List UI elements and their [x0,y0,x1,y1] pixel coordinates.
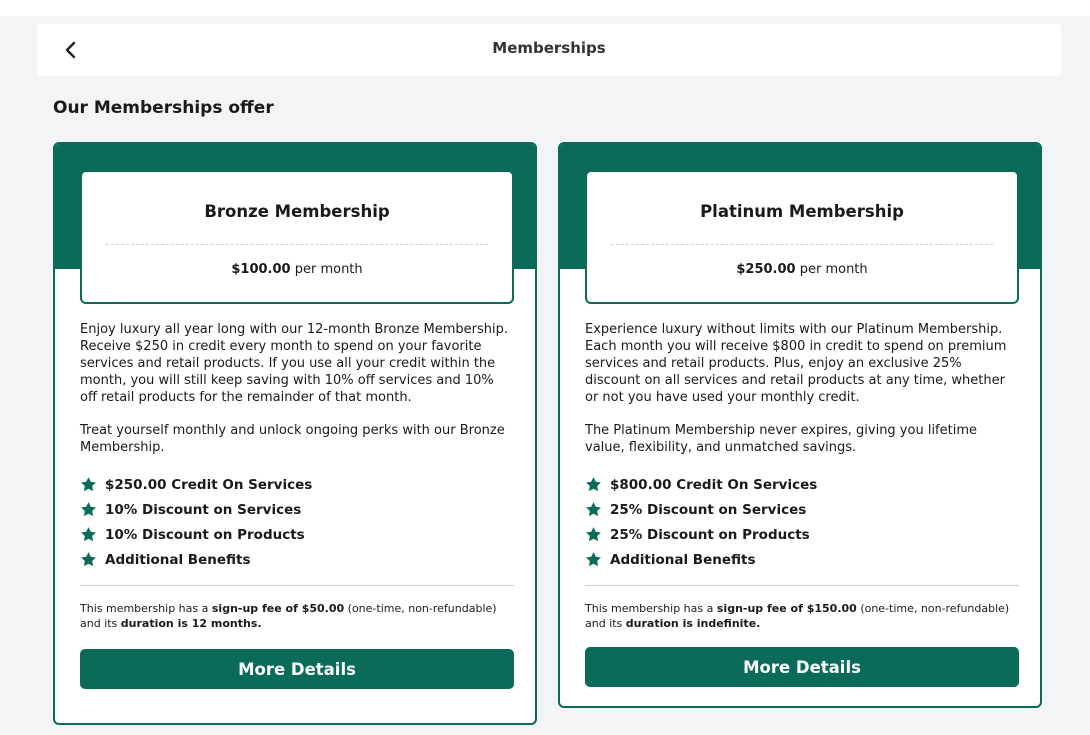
top-strip [0,0,1090,16]
duration-text: duration is indefinite. [625,617,761,630]
benefits-list [80,472,514,572]
plan-description: Experience luxury without limits with our Platinum Membership. Each month you will receive $800 in credit to spend on premium services and retail products. Plus, enjoy an exclusive 25% discount on all services and retail products at any time, whether or not you have used your monthly credit. [585,322,1007,405]
plan-name: Platinum Membership [700,202,904,221]
plan-description: The Platinum Membership never expires, giving you lifetime value, flexibility, and unmatched savings. [585,423,977,455]
divider [80,585,514,586]
benefit-label: 10% Discount on Products [105,526,305,543]
benefit-label: 10% Discount on Services [105,501,302,518]
benefit-item [80,547,514,572]
star-icon [80,501,97,518]
page-header [37,24,1061,76]
card-body [80,321,514,689]
benefit-item [80,497,514,522]
benefit-label: 25% Discount on Products [610,526,810,543]
fee-note [80,601,514,631]
price-period: per month [799,262,868,277]
fee-note [585,601,1019,631]
star-icon [585,501,602,518]
plan-description: Treat yourself monthly and unlock ongoing perks with our Bronze Membership. [80,423,505,455]
plan-price [587,262,1017,277]
divider [585,585,1019,586]
fee-amount: sign-up fee of $50.00 [211,602,345,615]
card-body [585,321,1019,687]
benefits-list [585,472,1019,572]
benefit-label: $250.00 Credit On Services [105,476,313,493]
price-amount: $100.00 [231,262,291,277]
fee-amount: sign-up fee of $150.00 [716,602,857,615]
benefit-item [80,522,514,547]
fee-text: (one-time, non-refundable) and its [585,602,1010,630]
membership-card-platinum [558,142,1042,708]
more-details-button[interactable]: More Details [585,647,1019,687]
star-icon [80,476,97,493]
page-title: Memberships [492,39,606,57]
benefit-item [80,472,514,497]
fee-text: (one-time, non-refundable) and its [80,602,497,630]
benefit-label: 25% Discount on Services [610,501,807,518]
dashed-divider [611,244,993,245]
benefit-item [585,497,1019,522]
fee-text: This membership has a [585,602,714,615]
star-icon [585,551,602,568]
section-title: Our Memberships offer [53,98,274,118]
benefit-item [585,547,1019,572]
more-details-button[interactable]: More Details [80,649,514,689]
star-icon [585,526,602,543]
star-icon [80,551,97,568]
benefit-label: Additional Benefits [105,551,251,568]
benefit-label: Additional Benefits [610,551,756,568]
price-period: per month [294,262,363,277]
duration-text: duration is 12 months. [120,617,262,630]
star-icon [80,526,97,543]
star-icon [585,476,602,493]
benefit-label: $800.00 Credit On Services [610,476,818,493]
plan-price [82,262,512,277]
plan-description: Enjoy luxury all year long with our 12-month Bronze Membership. Receive $250 in credit every month to spend on your favorite services and retail products. If you use all your credit within the month, you will still keep saving with 10% off services and 10% off retail products for the remainder of that month. [80,322,508,405]
membership-card-bronze [53,142,537,725]
benefit-item [585,522,1019,547]
plan-summary-box [585,170,1019,304]
benefit-item [585,472,1019,497]
plan-name: Bronze Membership [204,202,390,221]
price-amount: $250.00 [736,262,796,277]
dashed-divider [106,244,488,245]
plan-summary-box [80,170,514,304]
fee-text: This membership has a [80,602,209,615]
